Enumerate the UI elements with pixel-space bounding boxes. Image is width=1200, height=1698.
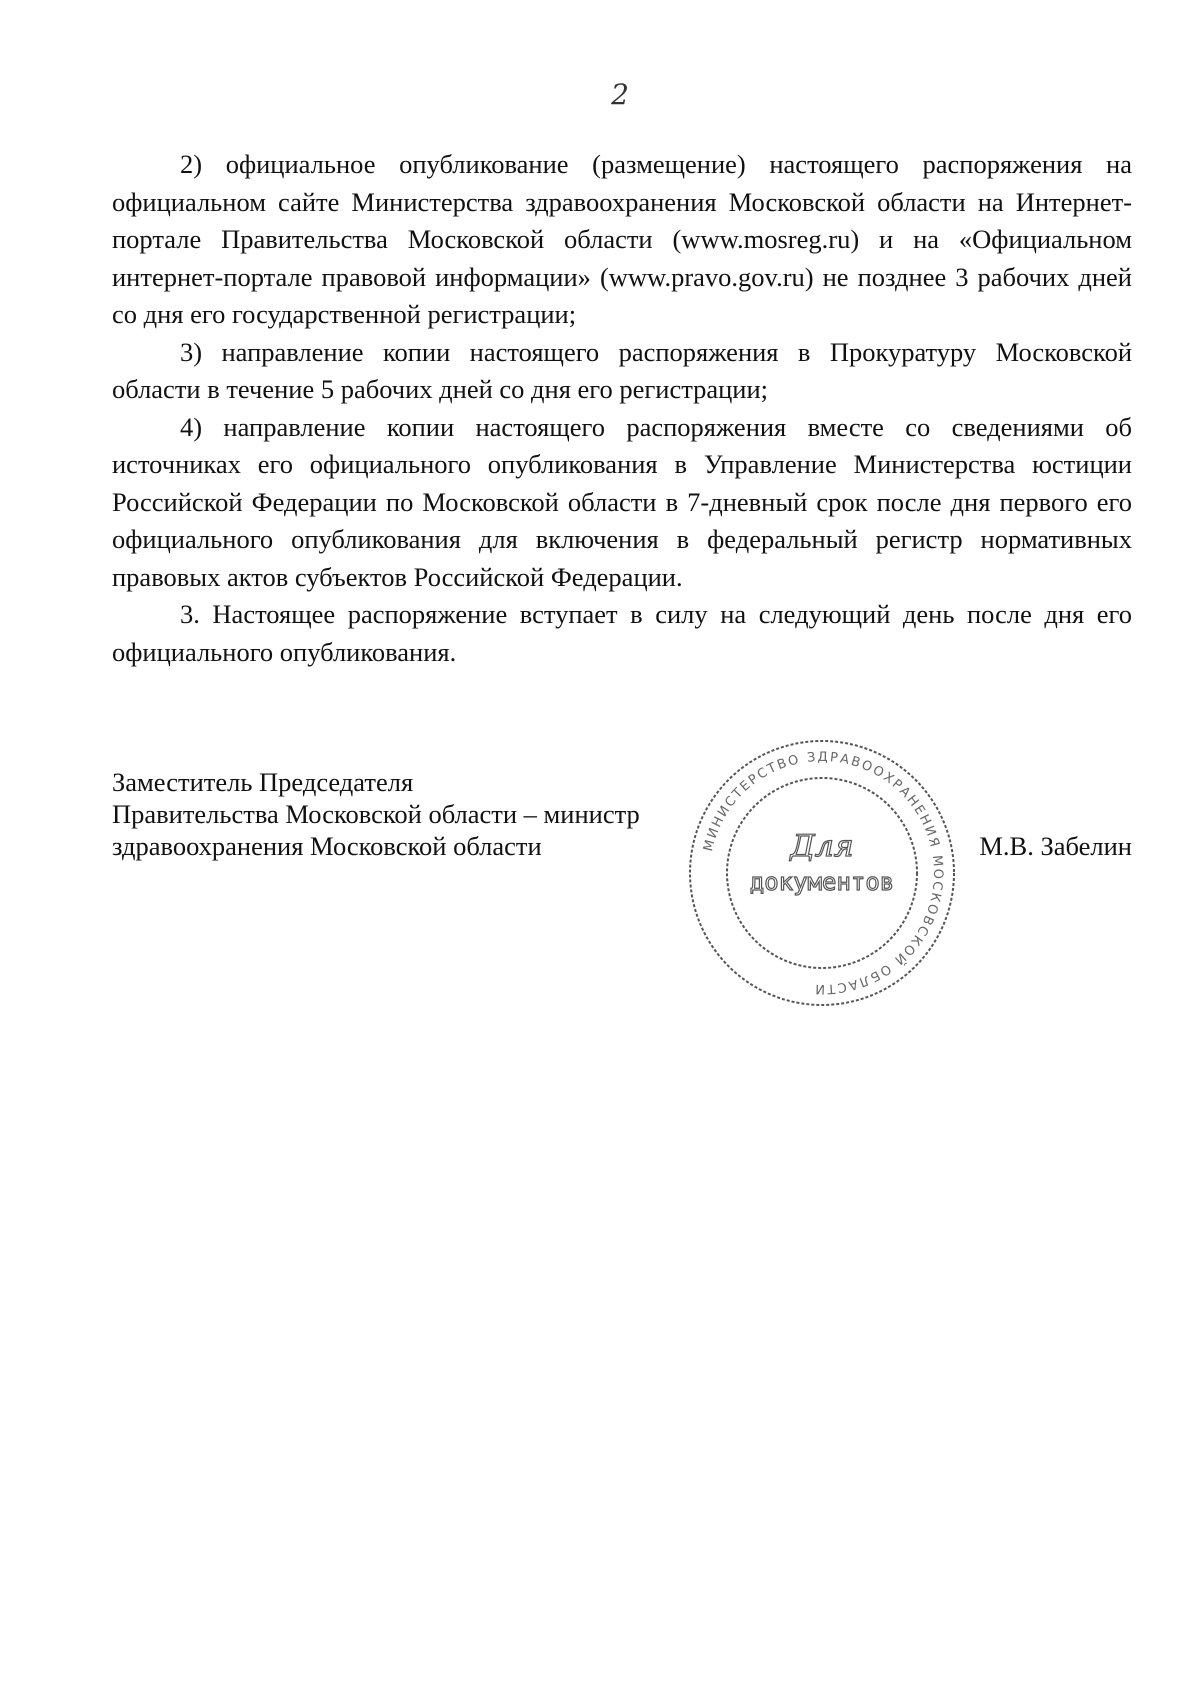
paragraph-item-3: 3) направление копии настоящего распоряжения в Прокуратуру Московской области в течение 5 рабочих дней со дня его регистрации; <box>112 336 1132 404</box>
stamp-center-line-1: Для <box>790 829 854 864</box>
signer-name: М.В. Забелин <box>979 831 1132 861</box>
paragraph-item-4: 4) направление копии настоящего распоряжения вместе со сведениями об источниках его официального опубликования в Управление Министерства юстиции Российской Федерации по Московской области в 7-дневный срок после дня первого его официального опубликования для включения в федеральный регистр нормативных правовых актов субъектов Российской Федерации. <box>112 411 1132 592</box>
paragraph-item-2: 2) официальное опубликование (размещение) настоящего распоряжения на официальном сайте Министерства здравоохранения Московской области на Интернет-портале Правительства Московской области (www.mosreg.ru) и на «Официальном интернет-портале правовой информации» (www.pravo.gov.ru) не позднее 3 рабочих дней со дня его государственной регистрации; <box>112 149 1132 329</box>
stamp-seal-graphic <box>672 728 972 1018</box>
stamp-center-line-2: документов <box>749 868 895 896</box>
signer-position-line-1: Заместитель Председателя <box>112 767 414 797</box>
official-stamp <box>672 728 972 1018</box>
signer-position-line-2: Правительства Московской области – министр <box>112 799 640 829</box>
stamp-ring-text-path: МИНИСТЕРСТВО ЗДРАВООХРАНЕНИЯ МОСКОВСКОЙ ОБЛАСТИ <box>701 749 946 997</box>
signer-position-line-3: здравоохранения Московской области <box>112 831 542 861</box>
paragraph-clause-3: 3. Настоящее распоряжение вступает в силу на следующий день после дня его официального опубликования. <box>112 599 1132 667</box>
page-number: 2 <box>611 78 629 111</box>
signer-position <box>112 766 640 862</box>
document-body <box>112 146 1132 671</box>
signature-block <box>112 766 1132 886</box>
